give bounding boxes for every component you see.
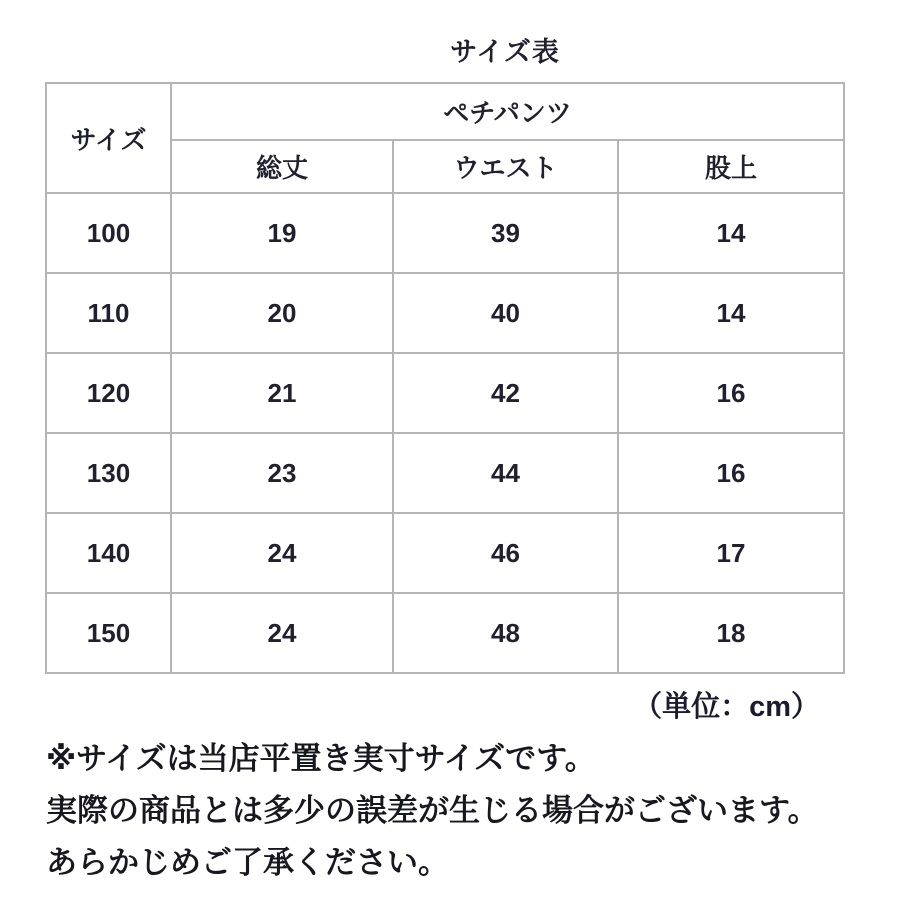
table-row	[46, 513, 844, 593]
notes	[46, 733, 819, 889]
subheader-cell-rise: 股上	[618, 140, 844, 193]
size-cell: 100	[46, 193, 171, 273]
value-cell: 40	[393, 273, 618, 353]
value-cell: 21	[171, 353, 393, 433]
group-header-cell: ペチパンツ	[171, 83, 844, 140]
value-cell: 19	[171, 193, 393, 273]
value-cell: 16	[618, 353, 844, 433]
table-row	[46, 433, 844, 513]
value-cell: 14	[618, 273, 844, 353]
subheader-cell-length: 総丈	[171, 140, 393, 193]
table-row	[46, 193, 844, 273]
value-cell: 39	[393, 193, 618, 273]
table-row	[46, 353, 844, 433]
value-cell: 44	[393, 433, 618, 513]
subheader-cell-waist: ウエスト	[393, 140, 618, 193]
table-header-row-group	[46, 83, 844, 140]
table-row	[46, 593, 844, 673]
note-line-3: あらかじめご了承ください。	[46, 845, 449, 880]
unit-note: （単位：cm）	[633, 691, 820, 723]
value-cell: 42	[393, 353, 618, 433]
size-cell: 130	[46, 433, 171, 513]
value-cell: 24	[171, 513, 393, 593]
value-cell: 18	[618, 593, 844, 673]
value-cell: 14	[618, 193, 844, 273]
table-row	[46, 273, 844, 353]
size-cell: 150	[46, 593, 171, 673]
size-cell: 120	[46, 353, 171, 433]
value-cell: 17	[618, 513, 844, 593]
value-cell: 46	[393, 513, 618, 593]
value-cell: 23	[171, 433, 393, 513]
note-line-2: 実際の商品とは多少の誤差が生じる場合がございます。	[46, 793, 819, 828]
value-cell: 16	[618, 433, 844, 513]
note-line-1: ※サイズは当店平置き実寸サイズです。	[46, 741, 596, 776]
value-cell: 48	[393, 593, 618, 673]
value-cell: 20	[171, 273, 393, 353]
size-cell: 110	[46, 273, 171, 353]
size-table	[45, 82, 845, 674]
size-cell: 140	[46, 513, 171, 593]
page-title: サイズ表	[450, 37, 560, 67]
corner-header-cell: サイズ	[46, 83, 171, 193]
value-cell: 24	[171, 593, 393, 673]
